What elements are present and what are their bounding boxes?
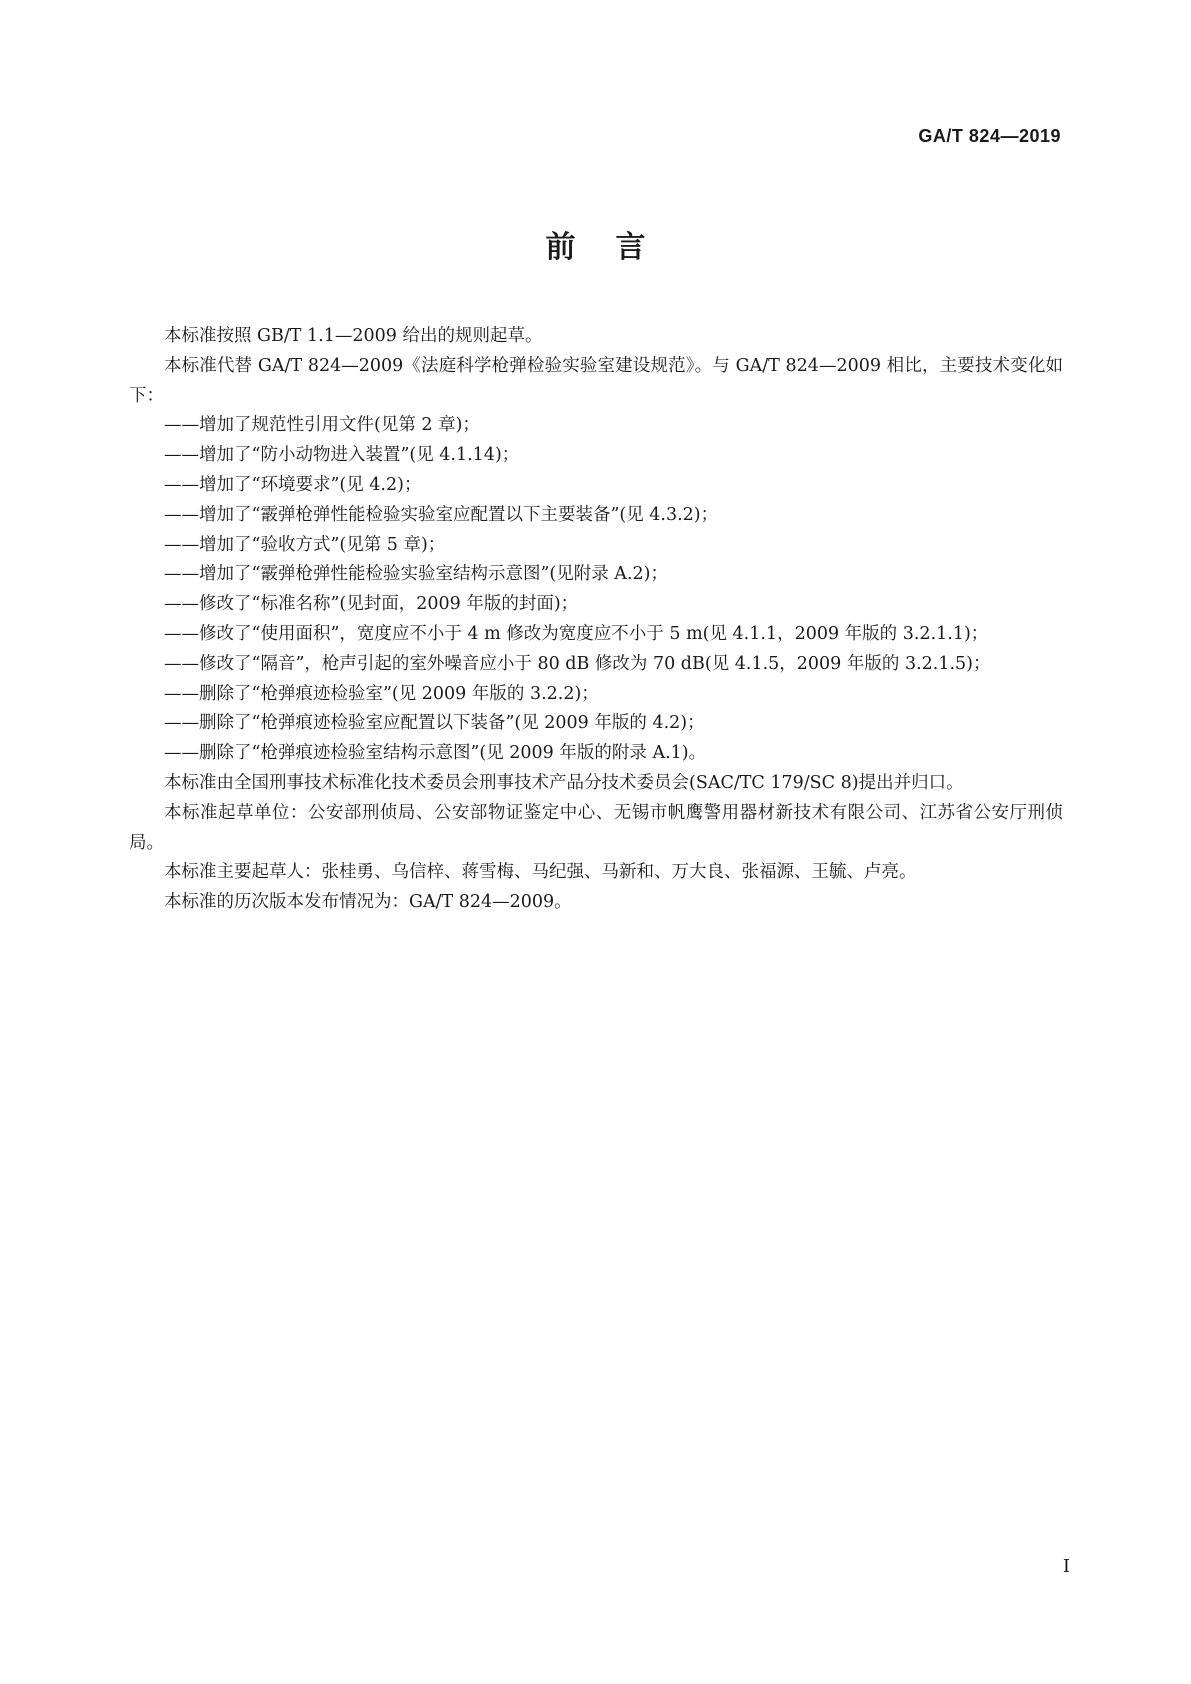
paragraph-drafters: 本标准主要起草人：张桂勇、乌信梓、蒋雪梅、马纪强、马新和、万大良、张福源、王毓、卢亮。 <box>164 862 917 883</box>
list-item: ——修改了“标准名称”(见封面，2009 年版的封面)； <box>164 594 579 615</box>
list-item: ——增加了“霰弹枪弹性能检验实验室应配置以下主要装备”(见 4.3.2)； <box>164 504 719 525</box>
paragraph-drafting-rules: 本标准按照 GB/T 1.1—2009 给出的规则起草。 <box>164 326 543 346</box>
paragraph-drafting-units: 本标准起草单位：公安部刑侦局、公安部物证鉴定中心、无锡市帆鹰警用器材新技术有限公司、江苏省公安厅刑侦局。 <box>129 802 1063 853</box>
list-item: ——修改了“隔音”，枪声引起的室外噪音应小于 80 dB 修改为 70 dB(见 4.1.5，2009 年版的 3.2.1.5)； <box>164 653 991 674</box>
list-item: ——删除了“枪弹痕迹检验室结构示意图”(见 2009 年版的附录 A.1)。 <box>164 743 707 764</box>
paragraph-history: 本标准的历次版本发布情况为：GA/T 824—2009。 <box>164 892 572 913</box>
list-item: ——增加了“环境要求”(见 4.2)； <box>164 474 422 495</box>
list-item: ——增加了“防小动物进入装置”(见 4.1.14)； <box>164 445 520 466</box>
page-number: I <box>1062 1556 1070 1577</box>
changes-list <box>129 411 1063 769</box>
paragraph-proposer: 本标准由全国刑事技术标准化技术委员会刑事技术产品分技术委员会(SAC/TC 179/SC 8)提出并归口。 <box>164 772 964 793</box>
page-title: 前言 <box>545 230 686 265</box>
list-item: ——删除了“枪弹痕迹检验室应配置以下装备”(见 2009 年版的 4.2)； <box>164 713 705 734</box>
list-item: ——增加了“验收方式”(见第 5 章)； <box>164 534 446 555</box>
standard-code: GA/T 824—2019 <box>918 126 1061 146</box>
paragraph-replacement: 本标准代替 GA/T 824—2009《法庭科学枪弹检验实验室建设规范》。与 GA/T 824—2009 相比，主要技术变化如下： <box>129 355 1063 406</box>
list-item: ——删除了“枪弹痕迹检验室”(见 2009 年版的 3.2.2)； <box>164 683 599 704</box>
list-item: ——增加了规范性引用文件(见第 2 章)； <box>164 415 480 436</box>
list-item: ——增加了“霰弹枪弹性能检验实验室结构示意图”(见附录 A.2)； <box>164 564 668 585</box>
foreword-body <box>129 322 1063 918</box>
list-item: ——修改了“使用面积”，宽度应不小于 4 m 修改为宽度应不小于 5 m(见 4.1.1，2009 年版的 3.2.1.1)； <box>164 623 989 644</box>
